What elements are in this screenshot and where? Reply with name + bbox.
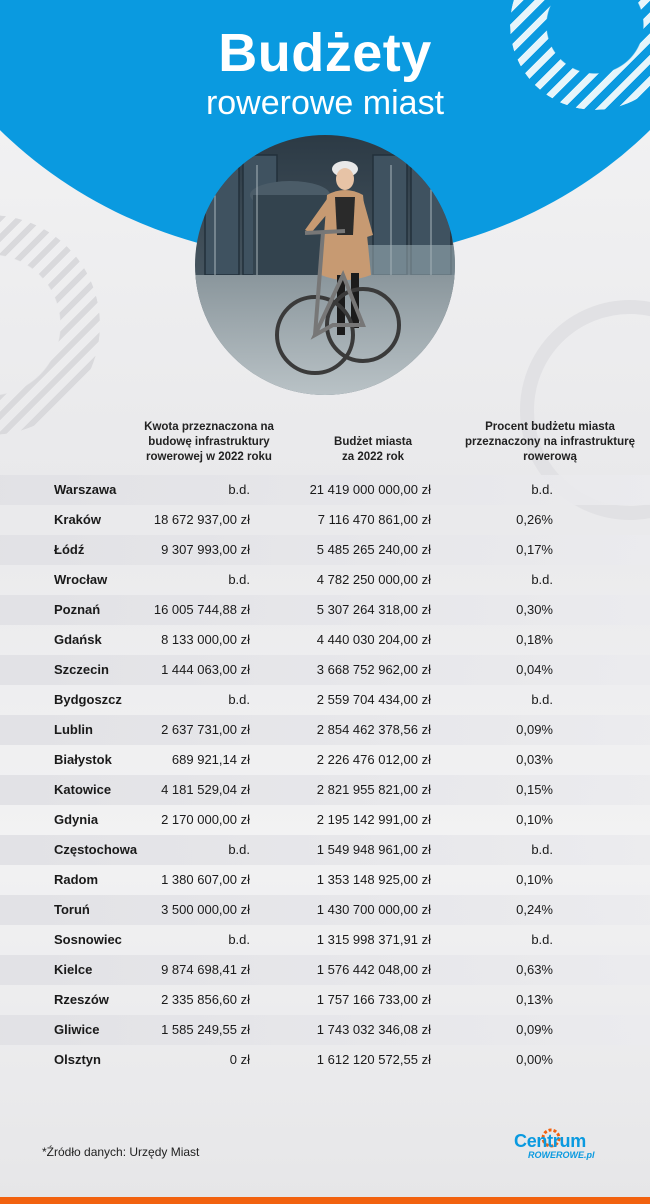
infrastructure-amount-cell: 689 921,14 zł xyxy=(171,752,250,767)
header-line: za 2022 rok xyxy=(341,451,404,463)
percent-cell: 0,63% xyxy=(516,962,553,977)
table-row xyxy=(0,955,650,985)
column-header-percent xyxy=(445,420,650,465)
logo-main-text: Centrum xyxy=(514,1131,586,1151)
table-row xyxy=(0,505,650,535)
percent-cell: 0,30% xyxy=(516,602,553,617)
city-budget-cell: 1 743 032 346,08 zł xyxy=(316,1022,431,1037)
table-row xyxy=(0,775,650,805)
city-cell: Radom xyxy=(54,872,99,887)
infrastructure-amount-cell: 2 335 856,60 zł xyxy=(161,992,250,1007)
percent-cell: 0,26% xyxy=(516,512,553,527)
table-row xyxy=(0,475,650,505)
percent-cell: 0,09% xyxy=(516,1022,553,1037)
percent-cell: b.d. xyxy=(531,692,553,707)
city-budget-cell: 4 440 030 204,00 zł xyxy=(316,632,431,647)
city-cell: Wrocław xyxy=(54,572,108,587)
header-line: Procent budżetu miasta xyxy=(485,421,615,433)
infrastructure-amount-cell: 4 181 529,04 zł xyxy=(161,782,250,797)
infrastructure-amount-cell: 3 500 000,00 zł xyxy=(161,902,250,917)
city-cell: Sosnowiec xyxy=(54,932,122,947)
infrastructure-amount-cell: 2 170 000,00 zł xyxy=(161,812,250,827)
city-cell: Lublin xyxy=(54,722,93,737)
city-budget-cell: 1 430 700 000,00 zł xyxy=(316,902,431,917)
table-row xyxy=(0,985,650,1015)
table-header xyxy=(0,420,650,470)
infrastructure-amount-cell: 1 444 063,00 zł xyxy=(161,662,250,677)
city-budget-cell: 21 419 000 000,00 zł xyxy=(309,482,431,497)
city-cell: Gliwice xyxy=(54,1022,100,1037)
percent-cell: 0,24% xyxy=(516,902,553,917)
percent-cell: b.d. xyxy=(531,932,553,947)
table-row xyxy=(0,565,650,595)
city-cell: Gdynia xyxy=(54,812,99,827)
city-budget-cell: 1 576 442 048,00 zł xyxy=(316,962,431,977)
city-budget-cell: 2 854 462 378,56 zł xyxy=(316,722,431,737)
logo-sub-text: ROWEROWE.pl xyxy=(528,1150,595,1160)
table-row xyxy=(0,595,650,625)
infrastructure-amount-cell: 9 307 993,00 zł xyxy=(161,542,250,557)
bottom-accent-bar xyxy=(0,1197,650,1204)
infrastructure-amount-cell: 8 133 000,00 zł xyxy=(161,632,250,647)
page-title: Budżety xyxy=(218,23,432,83)
city-cell: Olsztyn xyxy=(54,1052,101,1067)
city-budget-cell: 7 116 470 861,00 zł xyxy=(317,512,431,527)
percent-cell: 0,10% xyxy=(516,812,553,827)
percent-cell: 0,13% xyxy=(516,992,553,1007)
table-row xyxy=(0,1015,650,1045)
table-row xyxy=(0,655,650,685)
table-row xyxy=(0,685,650,715)
header-line: rowerową xyxy=(523,451,577,463)
table-row xyxy=(0,805,650,835)
percent-cell: 0,10% xyxy=(516,872,553,887)
table-row xyxy=(0,745,650,775)
city-cell: Warszawa xyxy=(54,482,117,497)
header-line: Budżet miasta xyxy=(334,436,412,448)
table-row xyxy=(0,895,650,925)
city-cell: Poznań xyxy=(54,602,101,617)
percent-cell: 0,09% xyxy=(516,722,553,737)
table-row xyxy=(0,715,650,745)
infrastructure-amount-cell: 2 637 731,00 zł xyxy=(161,722,250,737)
page-subtitle: rowerowe miast xyxy=(205,84,445,122)
percent-cell: 0,03% xyxy=(516,752,553,767)
table-row xyxy=(0,925,650,955)
infrastructure-amount-cell: b.d. xyxy=(228,482,250,497)
city-cell: Kraków xyxy=(54,512,101,527)
header-line: budowę infrastruktury xyxy=(148,436,270,448)
city-cell: Łódź xyxy=(54,542,85,557)
header-line: przeznaczony na infrastrukturę xyxy=(465,436,635,448)
infrastructure-amount-cell: 9 874 698,41 zł xyxy=(161,962,250,977)
data-source-note: *Źródło danych: Urzędy Miast xyxy=(42,1145,200,1159)
infrastructure-amount-cell: 16 005 744,88 zł xyxy=(153,602,250,617)
city-budget-cell: 5 485 265 240,00 zł xyxy=(316,542,431,557)
city-budget-cell: 5 307 264 318,00 zł xyxy=(316,602,431,617)
city-budget-cell: 2 559 704 434,00 zł xyxy=(316,692,431,707)
percent-cell: 0,00% xyxy=(516,1052,553,1067)
city-budget-cell: 3 668 752 962,00 zł xyxy=(316,662,431,677)
table-row xyxy=(0,535,650,565)
city-budget-cell: 2 226 476 012,00 zł xyxy=(316,752,431,767)
infrastructure-amount-cell: 1 380 607,00 zł xyxy=(161,872,250,887)
centrum-rowerowe-logo[interactable] xyxy=(514,1127,594,1167)
city-budget-cell: 1 315 998 371,91 zł xyxy=(316,932,431,947)
budget-table xyxy=(0,475,650,1075)
infrastructure-amount-cell: 1 585 249,55 zł xyxy=(161,1022,250,1037)
city-budget-cell: 4 782 250 000,00 zł xyxy=(316,572,431,587)
column-header-budget xyxy=(318,435,428,465)
infrastructure-amount-cell: 18 672 937,00 zł xyxy=(153,512,250,527)
percent-cell: b.d. xyxy=(531,842,553,857)
percent-cell: 0,18% xyxy=(516,632,553,647)
city-budget-cell: 1 353 148 925,00 zł xyxy=(316,872,431,887)
header-line: rowerowej w 2022 roku xyxy=(146,451,272,463)
city-cell: Częstochowa xyxy=(54,842,138,857)
city-budget-cell: 2 821 955 821,00 zł xyxy=(316,782,431,797)
table-row xyxy=(0,625,650,655)
table-row xyxy=(0,835,650,865)
city-cell: Szczecin xyxy=(54,662,109,677)
city-cell: Toruń xyxy=(54,902,90,917)
city-budget-cell: 2 195 142 991,00 zł xyxy=(316,812,431,827)
infrastructure-amount-cell: b.d. xyxy=(228,932,250,947)
city-budget-cell: 1 612 120 572,55 zł xyxy=(316,1052,431,1067)
column-header-infrastructure xyxy=(134,420,284,465)
table-row xyxy=(0,865,650,895)
header-line: Kwota przeznaczona na xyxy=(144,421,274,433)
cyclist-photo xyxy=(195,135,455,395)
city-budget-cell: 1 549 948 961,00 zł xyxy=(316,842,431,857)
percent-cell: 0,04% xyxy=(516,662,553,677)
infrastructure-amount-cell: b.d. xyxy=(228,692,250,707)
percent-cell: 0,15% xyxy=(516,782,553,797)
percent-cell: 0,17% xyxy=(516,542,553,557)
percent-cell: b.d. xyxy=(531,572,553,587)
infrastructure-amount-cell: b.d. xyxy=(228,572,250,587)
infrastructure-amount-cell: 0 zł xyxy=(229,1052,250,1067)
city-cell: Bydgoszcz xyxy=(54,692,122,707)
cyclist-illustration xyxy=(195,135,455,395)
city-cell: Białystok xyxy=(54,752,112,767)
city-cell: Kielce xyxy=(54,962,93,977)
city-cell: Rzeszów xyxy=(54,992,109,1007)
percent-cell: b.d. xyxy=(531,482,553,497)
infrastructure-amount-cell: b.d. xyxy=(228,842,250,857)
city-cell: Katowice xyxy=(54,782,112,797)
city-budget-cell: 1 757 166 733,00 zł xyxy=(316,992,431,1007)
city-cell: Gdańsk xyxy=(54,632,102,647)
table-row xyxy=(0,1045,650,1075)
